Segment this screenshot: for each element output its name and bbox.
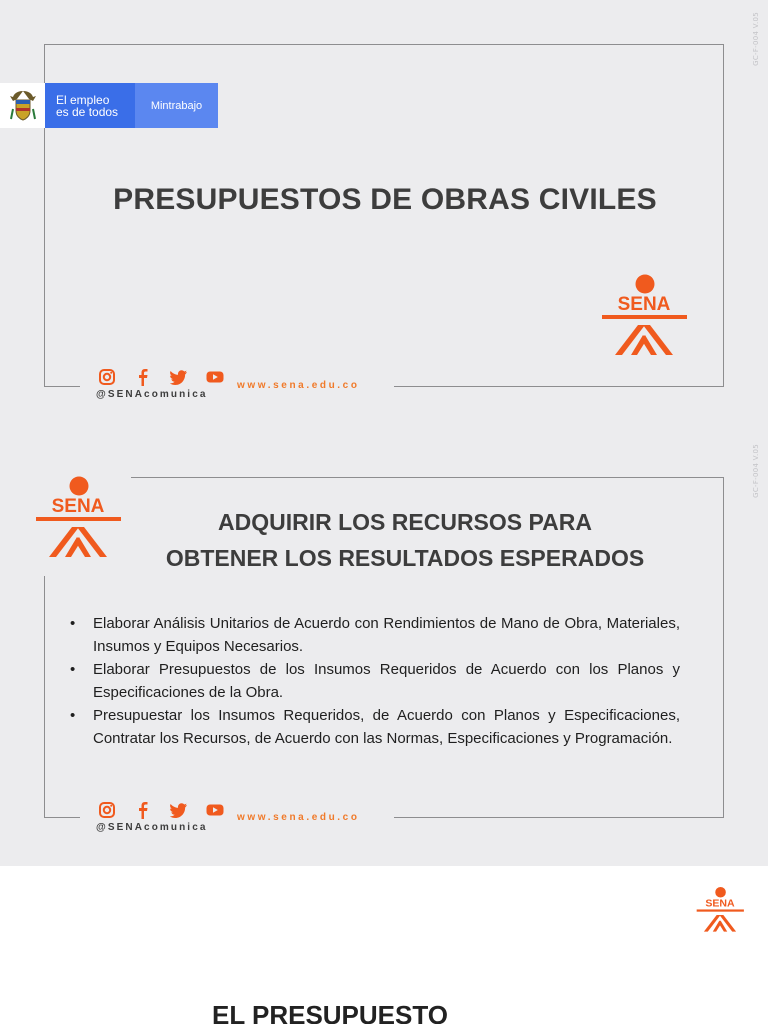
sena-logo [599,273,689,359]
instagram-icon[interactable] [96,801,118,819]
sena-logo [695,886,745,934]
gov-slogan-line1: El empleo [56,93,110,107]
list-item: • Elaborar Análisis Unitarios de Acuerdo con Rendimientos de Mano de Obra, Materiales, Insumos y Equipos Necesarios. [68,612,680,658]
slide-title: PRESUPUESTOS DE OBRAS CIVILES [113,183,657,216]
social-footer [96,368,226,400]
facebook-icon[interactable] [132,801,154,819]
facebook-icon[interactable] [132,368,154,386]
sena-logo-text: SENA [617,294,671,315]
gov-slogan-line2: es de todos [56,105,119,119]
social-handle: @SENAcomunica [96,389,208,400]
sena-logo-figure-icon [697,909,744,931]
ministry-label: Mintrabajo [135,83,218,128]
sena-logo-figure-icon [602,315,687,355]
document-code: GC-F-004 V.05 [752,12,760,66]
slide-title-line2: OBTENER LOS RESULTADOS ESPERADOS [165,545,645,571]
twitter-icon[interactable] [168,801,190,819]
slide-1 [0,0,768,432]
slide-2 [0,432,768,866]
website-link[interactable]: www.sena.edu.co [237,812,360,823]
sena-logo-text: SENA [705,897,735,910]
sena-logo [33,475,123,561]
colombia-coat-of-arms-icon [0,83,45,128]
social-footer [96,801,226,833]
website-link[interactable]: www.sena.edu.co [237,380,360,391]
slide-3 [0,866,768,1024]
list-item: • Presupuestar los Insumos Requeridos, de Acuerdo con Planos y Especificaciones, Contratar los Recursos, de Acuerdo con las Normas, Especificaciones y Programación. [68,704,680,750]
slide-title-line1: ADQUIRIR LOS RECURSOS PARA [218,509,592,535]
slide-title: EL PRESUPUESTO [212,1000,448,1024]
twitter-icon[interactable] [168,368,190,386]
slide-title [140,504,670,576]
youtube-icon[interactable] [204,368,226,386]
gov-slogan [45,83,135,128]
sena-logo-text: SENA [51,496,105,517]
list-item: • Elaborar Presupuestos de los Insumos Requeridos de Acuerdo con los Planos y Especificaciones de la Obra. [68,658,680,704]
bullet-list [68,612,680,750]
sena-logo-figure-icon [36,517,121,557]
youtube-icon[interactable] [204,801,226,819]
instagram-icon[interactable] [96,368,118,386]
government-badge [0,83,218,128]
sena-logo-head-icon [636,275,655,294]
document-code: GC-F-004 V.05 [752,444,760,498]
sena-logo-head-icon [70,477,89,496]
sena-logo-head-icon [715,887,726,898]
social-handle: @SENAcomunica [96,822,208,833]
